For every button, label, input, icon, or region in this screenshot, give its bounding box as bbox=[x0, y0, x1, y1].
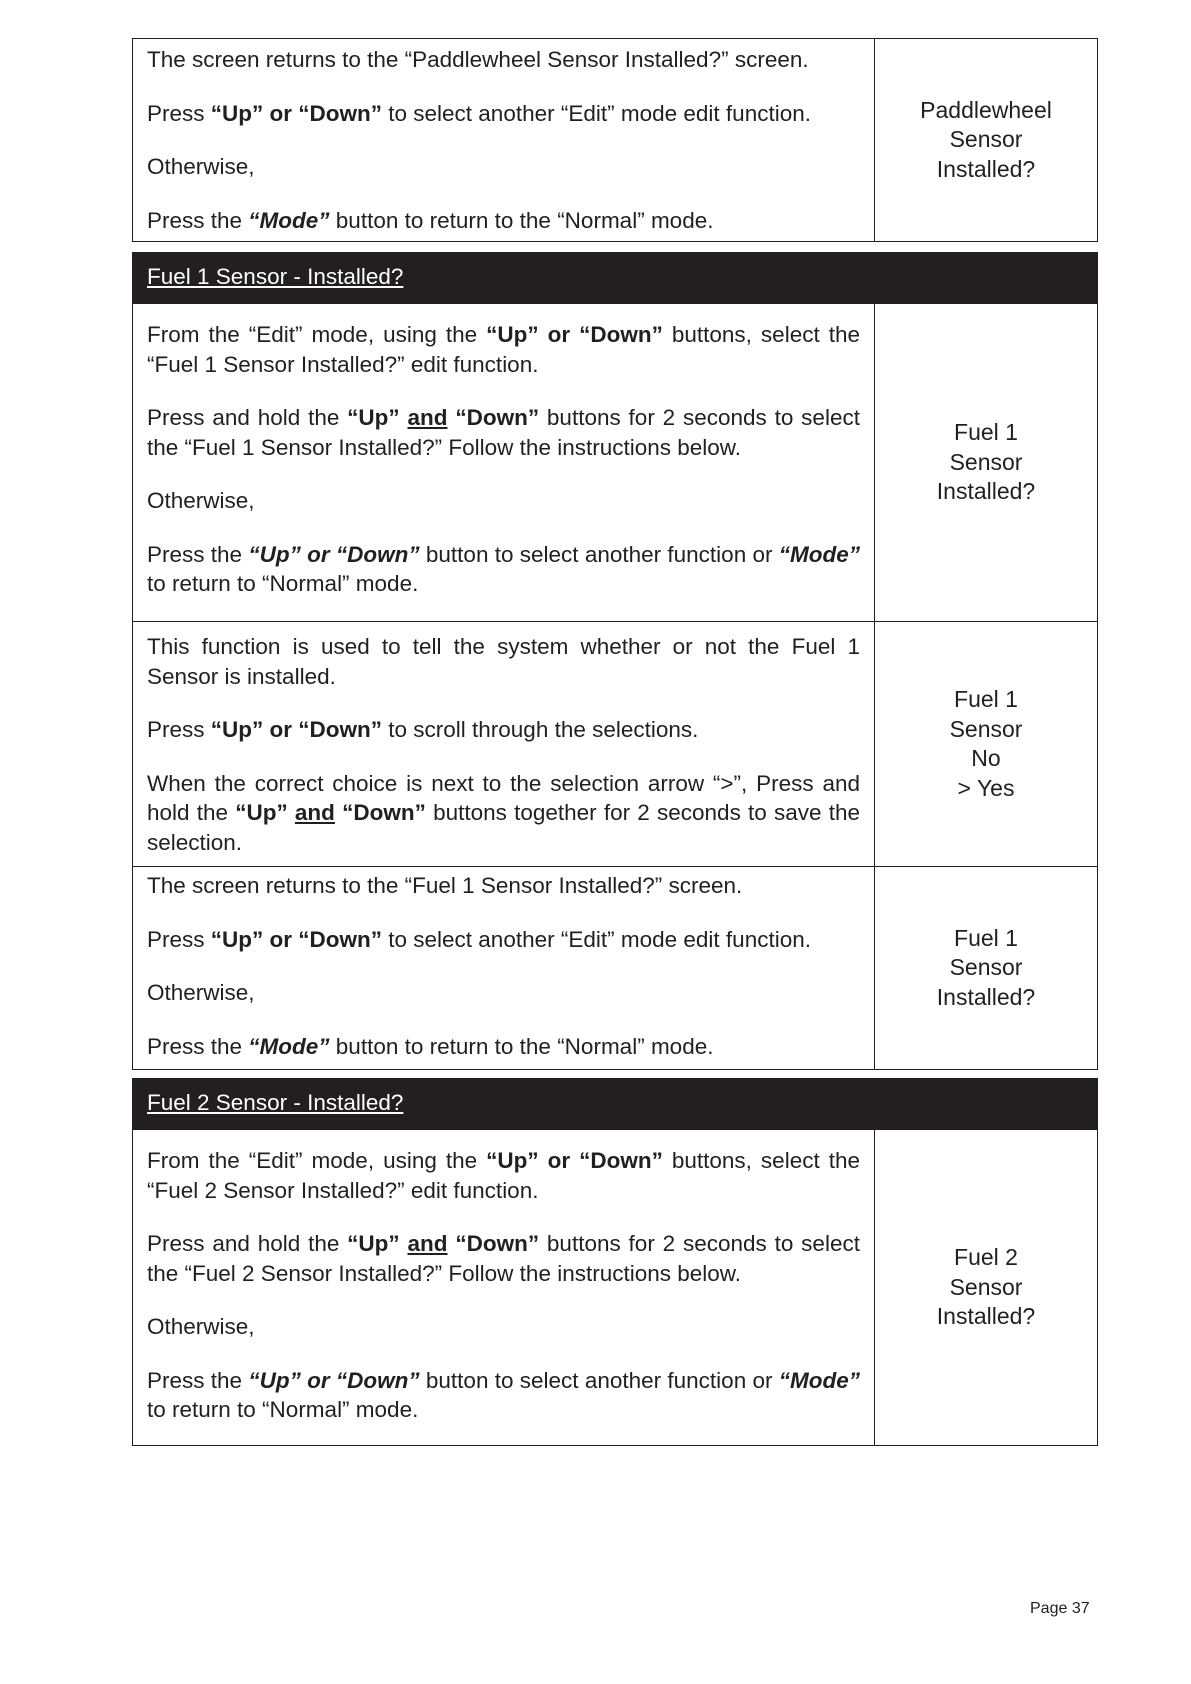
instruction-cell bbox=[133, 622, 875, 866]
display-text: Fuel 1 Sensor Installed? bbox=[936, 419, 1036, 505]
page-number: Page 37 bbox=[1030, 1600, 1090, 1617]
fuel1-return-row bbox=[133, 866, 1097, 1069]
instruction-text: Otherwise, bbox=[147, 154, 255, 179]
instruction-text: The screen returns to the “Fuel 1 Sensor Installed?” screen. bbox=[147, 873, 743, 898]
display-text: Fuel 1 Sensor Installed? bbox=[936, 924, 1036, 1010]
instruction-text: Press “Up” or “Down” to scroll through the selections. bbox=[147, 717, 699, 742]
fuel1-select-row bbox=[133, 303, 1097, 621]
section-header: Fuel 2 Sensor - Installed? bbox=[133, 1079, 1097, 1129]
instruction-cell bbox=[133, 867, 875, 1069]
section-header: Fuel 1 Sensor - Installed? bbox=[133, 253, 1097, 303]
instruction-text: When the correct choice is next to the selection arrow “>”, Press and hold the “Up” and “Down” buttons together for 2 seconds to save the selection. bbox=[147, 770, 860, 855]
display-cell bbox=[875, 304, 1097, 621]
display-text: Paddlewheel Sensor Installed? bbox=[920, 96, 1052, 182]
instruction-text: The screen returns to the “Paddlewheel Sensor Installed?” screen. bbox=[147, 47, 809, 72]
paddlewheel-return-row bbox=[133, 39, 1097, 241]
fuel2-table bbox=[132, 1078, 1098, 1446]
instruction-text: Otherwise, bbox=[147, 980, 255, 1005]
display-text: Fuel 2 Sensor Installed? bbox=[936, 1244, 1036, 1330]
instruction-text: Press the “Up” or “Down” button to select another function or “Mode” to return to “Normal” mode. bbox=[147, 541, 861, 596]
instruction-text: This function is used to tell the system whether or not the Fuel 1 Sensor is installed. bbox=[147, 634, 860, 689]
display-cell bbox=[875, 1130, 1097, 1445]
fuel1-choice-row bbox=[133, 621, 1097, 866]
paddlewheel-table bbox=[132, 38, 1098, 242]
instruction-cell bbox=[133, 39, 875, 241]
display-text: Fuel 1 Sensor No > Yes bbox=[949, 686, 1023, 801]
display-cell bbox=[875, 622, 1097, 866]
instruction-text: Press the “Up” or “Down” button to select another function or “Mode” to return to “Normal” mode. bbox=[147, 1367, 861, 1422]
instruction-cell bbox=[133, 1130, 875, 1445]
instruction-text: Press and hold the “Up” and “Down” buttons for 2 seconds to select the “Fuel 2 Sensor Installed?” Follow the instructions below. bbox=[147, 1231, 860, 1286]
instruction-text: Press “Up” or “Down” to select another “Edit” mode edit function. bbox=[147, 926, 811, 952]
instruction-text: Press the “Mode” button to return to the “Normal” mode. bbox=[147, 1033, 714, 1059]
instruction-text: Otherwise, bbox=[147, 1314, 255, 1339]
display-cell bbox=[875, 39, 1097, 241]
display-cell bbox=[875, 867, 1097, 1069]
instruction-text: From the “Edit” mode, using the “Up” or “Down” buttons, select the “Fuel 2 Sensor Installed?” edit function. bbox=[147, 1148, 860, 1203]
instruction-text: Press “Up” or “Down” to select another “Edit” mode edit function. bbox=[147, 100, 811, 126]
instruction-text: Press and hold the “Up” and “Down” buttons for 2 seconds to select the “Fuel 1 Sensor Installed?” Follow the instructions below. bbox=[147, 405, 860, 460]
fuel2-select-row bbox=[133, 1129, 1097, 1445]
instruction-cell bbox=[133, 304, 875, 621]
fuel1-table bbox=[132, 252, 1098, 1070]
instruction-text: From the “Edit” mode, using the “Up” or “Down” buttons, select the “Fuel 1 Sensor Installed?” edit function. bbox=[147, 322, 860, 377]
instruction-text: Press the “Mode” button to return to the “Normal” mode. bbox=[147, 207, 714, 233]
instruction-text: Otherwise, bbox=[147, 488, 255, 513]
